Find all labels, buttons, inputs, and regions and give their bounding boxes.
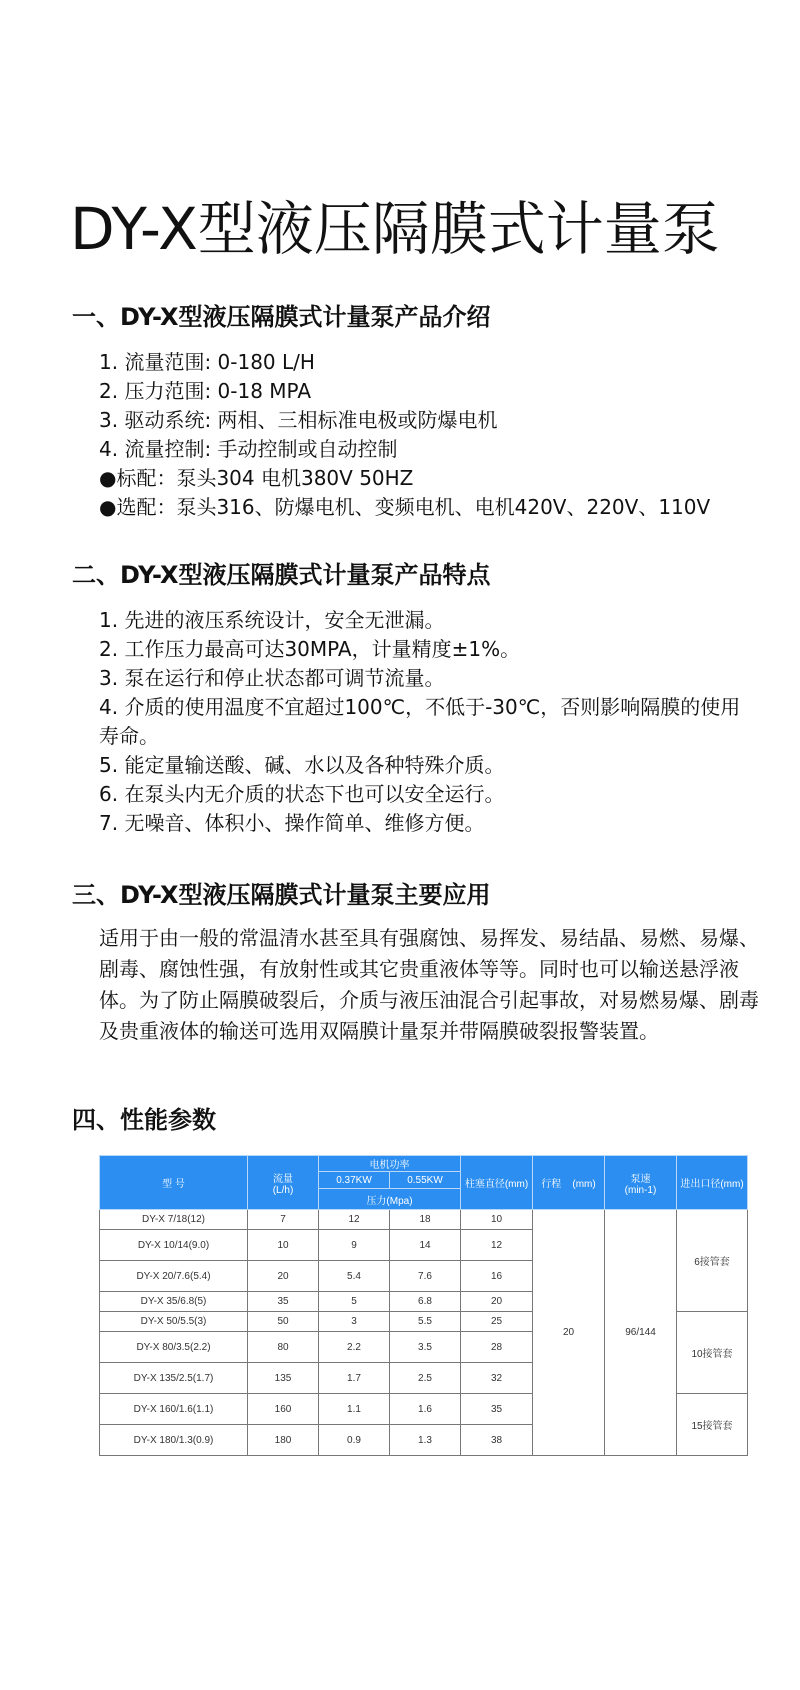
cell-model: DY-X 35/6.8(5)	[100, 1292, 248, 1312]
list-item: 2. 工作压力最高可达30MPA，计量精度±1%。	[99, 637, 521, 661]
cell-stroke: 20	[533, 1210, 605, 1456]
list-item: ●标配：泵头304 电机380V 50HZ	[99, 466, 414, 490]
cell-port-group: 15接管套	[677, 1394, 748, 1456]
cell-pressure-a: 1.1	[319, 1394, 390, 1425]
header-pressure: 压力(Mpa)	[319, 1189, 461, 1210]
section-heading-applications: 三、DY-X型液压隔膜式计量泵主要应用	[72, 881, 491, 909]
cell-pressure-b: 14	[390, 1230, 461, 1261]
cell-pressure-b: 7.6	[390, 1261, 461, 1292]
cell-pressure-a: 2.2	[319, 1332, 390, 1363]
list-item: 5. 能定量输送酸、碱、水以及各种特殊介质。	[99, 753, 505, 777]
list-item: 1. 流量范围: 0-180 L/H	[99, 350, 315, 374]
cell-pressure-b: 6.8	[390, 1292, 461, 1312]
cell-pressure-a: 9	[319, 1230, 390, 1261]
cell-model: DY-X 80/3.5(2.2)	[100, 1332, 248, 1363]
cell-model: DY-X 50/5.5(3)	[100, 1312, 248, 1332]
header-power-b: 0.55KW	[390, 1172, 461, 1189]
list-item: 4. 介质的使用温度不宜超过100℃，不低于-30℃，否则影响隔膜的使用寿命。	[99, 695, 741, 748]
page-title: DY-X型液压隔膜式计量泵	[70, 195, 720, 263]
header-speed: 泵速 (min-1)	[605, 1156, 677, 1210]
section-heading-specs: 四、性能参数	[72, 1106, 216, 1134]
section-heading-features: 二、DY-X型液压隔膜式计量泵产品特点	[72, 561, 491, 589]
cell-plunger: 38	[461, 1425, 533, 1456]
cell-plunger: 16	[461, 1261, 533, 1292]
cell-model: DY-X 180/1.3(0.9)	[100, 1425, 248, 1456]
cell-flow: 10	[248, 1230, 319, 1261]
cell-model: DY-X 135/2.5(1.7)	[100, 1363, 248, 1394]
cell-model: DY-X 10/14(9.0)	[100, 1230, 248, 1261]
cell-speed: 96/144	[605, 1210, 677, 1456]
cell-model: DY-X 7/18(12)	[100, 1210, 248, 1230]
table-row	[100, 1210, 748, 1230]
cell-pressure-a: 12	[319, 1210, 390, 1230]
cell-plunger: 20	[461, 1292, 533, 1312]
cell-plunger: 25	[461, 1312, 533, 1332]
cell-flow: 135	[248, 1363, 319, 1394]
cell-port-group: 10接管套	[677, 1312, 748, 1394]
list-item: 3. 驱动系统: 两相、三相标准电极或防爆电机	[99, 408, 498, 432]
cell-flow: 20	[248, 1261, 319, 1292]
list-item: 6. 在泵头内无介质的状态下也可以安全运行。	[99, 782, 505, 806]
cell-flow: 180	[248, 1425, 319, 1456]
header-port: 进出口径(mm)	[677, 1156, 748, 1210]
header-plunger: 柱塞直径(mm)	[461, 1156, 533, 1210]
header-power-a: 0.37KW	[319, 1172, 390, 1189]
list-item: 4. 流量控制: 手动控制或自动控制	[99, 437, 398, 461]
cell-plunger: 12	[461, 1230, 533, 1261]
cell-flow: 50	[248, 1312, 319, 1332]
cell-model: DY-X 20/7.6(5.4)	[100, 1261, 248, 1292]
cell-pressure-a: 5	[319, 1292, 390, 1312]
cell-pressure-b: 18	[390, 1210, 461, 1230]
cell-flow: 35	[248, 1292, 319, 1312]
cell-pressure-b: 2.5	[390, 1363, 461, 1394]
cell-pressure-b: 1.3	[390, 1425, 461, 1456]
list-item: 1. 先进的液压系统设计，安全无泄漏。	[99, 608, 445, 632]
cell-pressure-a: 3	[319, 1312, 390, 1332]
header-stroke: 行程 (mm)	[533, 1156, 605, 1210]
cell-flow: 80	[248, 1332, 319, 1363]
list-item: ●选配：泵头316、防爆电机、变频电机、电机420V、220V、110V	[99, 495, 711, 519]
header-model: 型 号	[100, 1156, 248, 1210]
list-item: 3. 泵在运行和停止状态都可调节流量。	[99, 666, 445, 690]
intro-list	[99, 348, 710, 522]
section-heading-intro: 一、DY-X型液压隔膜式计量泵产品介绍	[72, 303, 491, 331]
applications-paragraph: 适用于由一般的常温清水甚至具有强腐蚀、易挥发、易结晶、易燃、易爆、剧毒、腐蚀性强，有放射性或其它贵重液体等等。同时也可以输送悬浮液体。为了防止隔膜破裂后，介质与液压油混合引起事故，对易燃易爆、剧毒及贵重液体的输送可选用双隔膜计量泵并带隔膜破裂报警装置。	[99, 926, 759, 1043]
cell-pressure-b: 5.5	[390, 1312, 461, 1332]
cell-flow: 7	[248, 1210, 319, 1230]
cell-port-group: 6接管套	[677, 1210, 748, 1312]
spec-table	[99, 1155, 748, 1456]
features-list	[99, 606, 759, 838]
cell-pressure-a: 5.4	[319, 1261, 390, 1292]
header-motor-power: 电机功率	[319, 1156, 461, 1172]
cell-pressure-b: 3.5	[390, 1332, 461, 1363]
list-item: 7. 无噪音、体积小、操作简单、维修方便。	[99, 811, 485, 835]
list-item: 2. 压力范围: 0-18 MPA	[99, 379, 312, 403]
cell-plunger: 28	[461, 1332, 533, 1363]
cell-pressure-a: 1.7	[319, 1363, 390, 1394]
header-flow: 流量 (L/h)	[248, 1156, 319, 1210]
cell-model: DY-X 160/1.6(1.1)	[100, 1394, 248, 1425]
cell-plunger: 35	[461, 1394, 533, 1425]
cell-pressure-a: 0.9	[319, 1425, 390, 1456]
cell-pressure-b: 1.6	[390, 1394, 461, 1425]
cell-flow: 160	[248, 1394, 319, 1425]
cell-plunger: 32	[461, 1363, 533, 1394]
cell-plunger: 10	[461, 1210, 533, 1230]
